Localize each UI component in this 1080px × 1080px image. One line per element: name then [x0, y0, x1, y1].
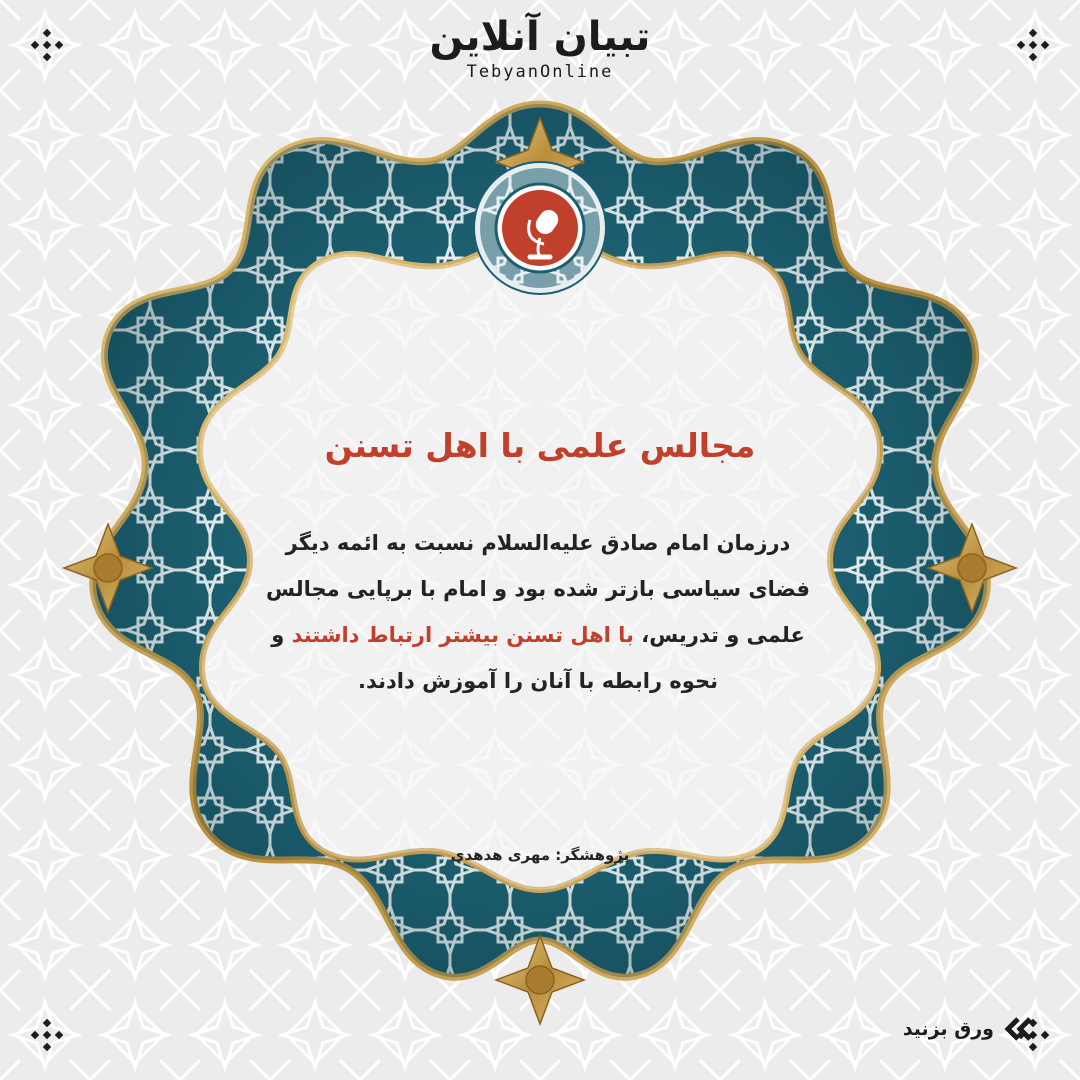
logo-english: TebyanOnline — [466, 62, 614, 82]
researcher-credit: پژوهشگر: مهری هدهدی — [450, 846, 630, 864]
swipe-next-button[interactable] — [903, 1014, 1034, 1044]
body-text-segment: و — [271, 623, 292, 647]
body-line: فضای سیاسی بازتر شده بود و امام با برپایی مجالس — [266, 577, 810, 601]
swipe-next-label: ورق بزنید — [902, 1018, 994, 1040]
corner-ornament-bottom-left — [30, 1018, 64, 1052]
body-line — [232, 612, 844, 658]
body-line: درزمان امام صادق علیه‌السلام نسبت به ائمه دیگر — [285, 531, 791, 555]
body-line: نحوه رابطه با آنان را آموزش دادند. — [358, 669, 718, 693]
logo-persian: تبیان آنلاین — [429, 14, 651, 60]
body-paragraph — [232, 520, 844, 704]
highlighted-text: با اهل تسنن بیشتر ارتباط داشتند — [291, 623, 634, 647]
body-text-segment: علمی و تدریس، — [633, 623, 805, 647]
double-chevron-left-icon — [1002, 1016, 1034, 1042]
post-title: مجالس علمی با اهل تسنن — [324, 426, 756, 465]
